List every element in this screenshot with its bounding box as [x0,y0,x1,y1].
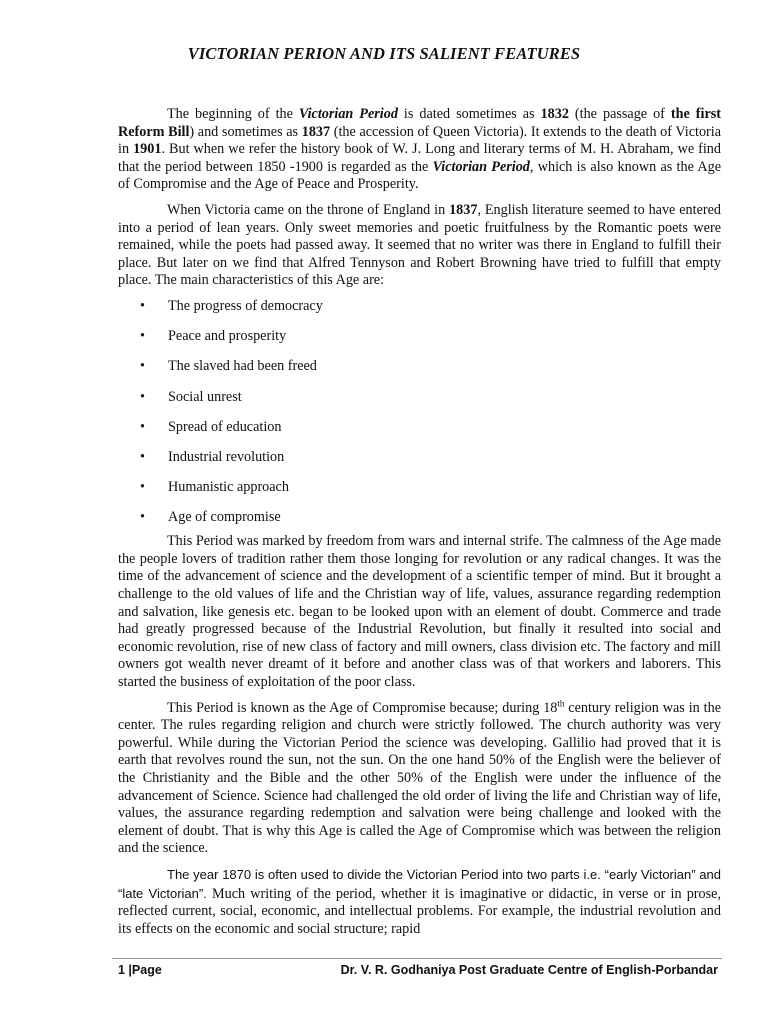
bold-run: 1837 [449,201,478,218]
paragraph-1 [118,106,721,194]
paragraph-5 [118,866,721,938]
bullet-icon: • [140,479,145,496]
paragraph-4 [118,697,721,858]
text-run: This Period is known as the Age of Compromise because; during 18 [167,699,558,716]
text-run: The beginning of the [167,106,299,122]
text-run: century religion was in the center. The rules regarding religion and church were strictly followed. The church authority was very powerful. While during the Victorian Period the science was developing. Gallilio had proved that it is earth that revolves round the sun, not the sun. On the one hand 50% of the English were the believer of the Christianity and the Bible and the other 50% of the English were under the influence of the advancement of Science. Science had challenged the old order of living the life and Christian way of life, values, the assurance regarding redemption and salvation were being challenge and looked with the element of doubt. That is why this Age is called the Age of Compromise which was between the religion and the science. [118,699,721,857]
text-run: (the passage of [568,106,671,122]
paragraph-2 [118,202,721,290]
bullet-icon: • [140,418,145,435]
text-run: Much writing of the period, whether it is imaginative or didactic, in verse or in prose, reflected current, social, economic, and intellectual problems. For example, the industrial revolution and its effects on the economic and social structure; rapid [118,885,721,937]
bold-run: 1837 [301,123,331,140]
text-run: When Victoria came on the throne of England in [167,201,450,218]
bullet-icon: • [140,297,145,314]
superscript: th [557,697,565,708]
text-run: , which is also known as the Age of Compromise and the Age of Peace and Prosperity. [118,158,722,193]
bullet-icon: • [140,448,145,465]
paragraph-3: This Period was marked by freedom from wars and internal strife. The calmness of the Age made the people lovers of tradition rather them those longing for revolution or any radical changes. It was the time of the advancement of science and the development of a scientific temper of mind. But it brought a challenge to the old values of life and the Christian way of life, values, assurance regarding redemption and salvation, like genesis etc. began to be looked upon with an element of doubt. Commerce and trade had greatly progressed because of the Industrial Revolution, but finally it resulted into social and economic revolution, rise of new class of factory and mill owners, class division etc. The factory and mill owners got wealth never dreamt of it before and another class was of that workers and laborers. This started the business of exploitation of the poor class. [118,533,721,690]
text-run: , English literature seemed to have entered into a period of lean years. Only sweet memories and poetic fruitfulness by the Romantic poets were remained, while the poets had passed away. It seemed that no writer was there in England to fulfill their place. But later on we find that Alfred Tennyson and Robert Browning have tried to fulfill that empty place. The main characteristics of this Age are: [118,201,721,289]
text-run: The year 1870 is often used to divide the Victorian Period into two parts i.e. “early Victorian” and “late Victorian”. [118,866,721,901]
footer-divider [112,958,722,959]
bold-run: 1901 [133,141,162,158]
bullet-icon: • [140,388,145,405]
text-run: (the accession of Queen Victoria). It extends to the death of Victoria in [118,123,722,158]
list-item: • Spread of education [140,418,282,435]
list-item: • Industrial revolution [140,448,285,465]
text-run: . But when we refer the history book of W. J. Long and literary terms of M. H. Abraham, we find that the period between 1850 -1900 is regarded as the [118,141,721,175]
list-item: • Peace and prosperity [140,328,287,345]
list-item: • Humanistic approach [140,479,289,496]
institution-name: Dr. V. R. Godhaniya Post Graduate Centre of English-Porbandar [340,963,718,977]
list-item: • The progress of democracy [140,297,323,314]
page-number: 1 |Page [118,963,162,977]
page-footer [118,963,718,983]
bullet-icon: • [140,328,145,345]
list-item: • The slaved had been freed [140,358,317,375]
bullet-icon: • [140,358,145,375]
bold-run: 1832 [540,106,569,122]
list-item: • Age of compromise [140,509,281,526]
bold-italic-run: Victorian Period [432,158,530,175]
bold-run: the first Reform Bill [118,106,722,140]
bold-italic-run: Victorian Period [298,106,398,122]
bullet-icon: • [140,509,145,526]
document-body [118,106,721,938]
characteristics-list [118,298,721,531]
text-run: ) and sometimes as [189,123,302,140]
text-run: is dated sometimes as [397,106,541,122]
list-item: • Social unrest [140,388,242,405]
page-title: VICTORIAN PERION AND ITS SALIENT FEATURES [187,44,581,63]
